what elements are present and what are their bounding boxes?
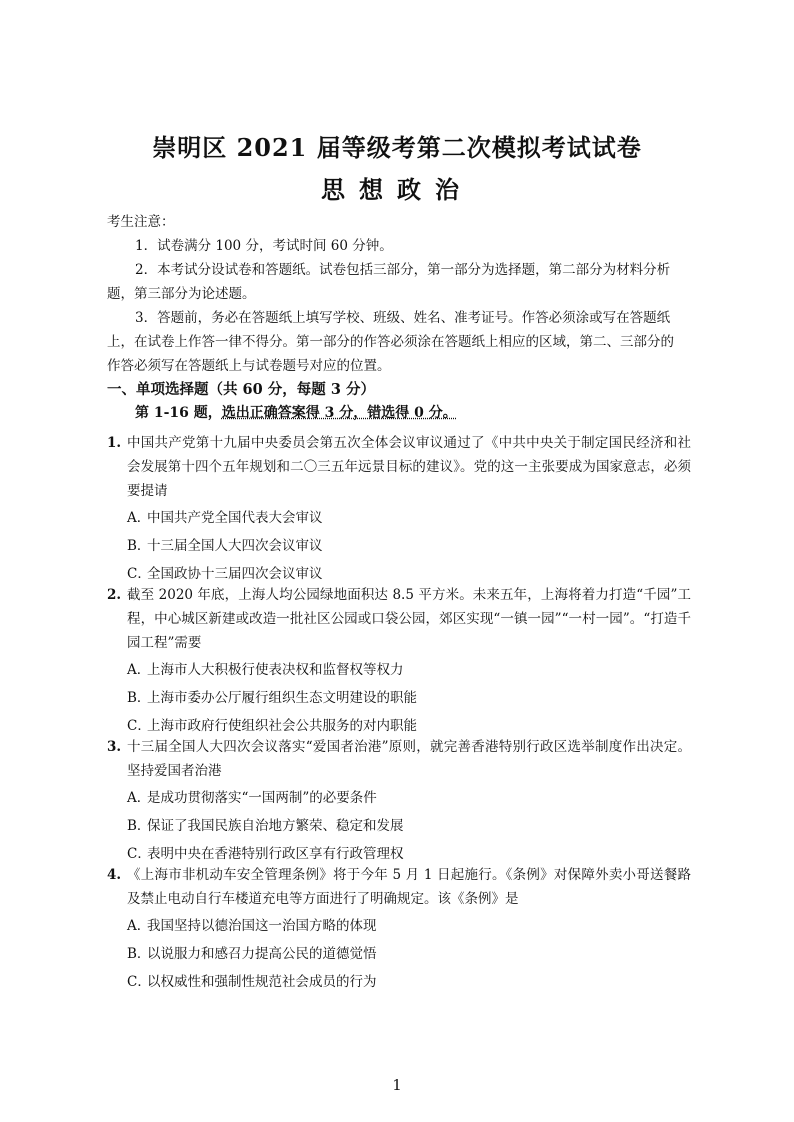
option-a: A． 是成功贯彻落实“一国两制”的必要条件 <box>127 790 377 806</box>
option-c: C． 全国政协十三届四次会议审议 <box>127 566 323 582</box>
page-number: 1 <box>392 1076 402 1094</box>
option-a: A． 我国坚持以德治国这一治国方略的体现 <box>127 918 377 934</box>
notice-item: 3．答题前，务必在答题纸上填写学校、班级、姓名、准考证号。作答必须涂或写在答题纸上，在试卷上作答一律不得分。第一部分的作答必须涂在答题纸上相应的区域，第二、三部分的作答必须写在答题纸上与试卷题号对应的位置。 <box>107 310 674 374</box>
option-a: A． 中国共产党全国代表大会审议 <box>127 510 323 526</box>
page-title: 崇明区 2021 届等级考第二次模拟考试试卷 <box>152 133 642 162</box>
notice-block <box>107 210 687 378</box>
option-c: C． 上海市政府行使组织社会公共服务的对内职能 <box>127 718 417 734</box>
question-4 <box>107 863 691 995</box>
question-1 <box>107 431 691 587</box>
question-stem: 《上海市非机动车安全管理条例》将于今年 5 月 1 日起施行。《条例》对保障外卖小哥送餐路及禁止电动自行车楼道充电等方面进行了明确规定。该《条例》是 <box>127 867 691 907</box>
question-stem: 中国共产党第十九届中央委员会第五次全体会议审议通过了《中共中央关于制定国民经济和社会发展第十四个五年规划和二〇三五年远景目标的建议》。党的这一主张要成为国家意志，必须要提请 <box>127 435 691 499</box>
question-number: 2. <box>107 587 122 603</box>
option-b: B． 保证了我国民族自治地方繁荣、稳定和发展 <box>127 818 404 834</box>
option-b: B． 以说服力和感召力提高公民的道德觉悟 <box>127 946 377 962</box>
question-number: 1. <box>107 435 122 451</box>
instruction-prefix: 第 1-16 题， <box>135 405 222 421</box>
option-a: A． 上海市人大积极行使表决权和监督权等权力 <box>127 662 404 678</box>
section-title: 一、单项选择题（共 60 分，每题 3 分） <box>107 381 375 398</box>
question-stem: 截至 2020 年底，上海人均公园绿地面积达 8.5 平方米。未来五年，上海将着力打造“千园”工程，中心城区新建或改造一批社区公园或口袋公园，郊区实现“一镇一园”“一村一园”。“打造千园工程”需要 <box>127 587 691 651</box>
section-instruction <box>135 402 457 422</box>
option-b: B． 十三届全国人大四次会议审议 <box>127 538 323 554</box>
notice-item: 1．试卷满分 100 分，考试时间 60 分钟。 <box>135 238 393 254</box>
option-c: C． 以权威性和强制性规范社会成员的行为 <box>127 974 377 990</box>
notice-item: 2．本考试分设试卷和答题纸。试卷包括三部分，第一部分为选择题，第二部分为材料分析题，第三部分为论述题。 <box>107 262 671 302</box>
page-subtitle: 思想政治 <box>321 175 473 204</box>
option-c: C． 表明中央在香港特别行政区享有行政管理权 <box>127 846 404 862</box>
notice-heading: 考生注意： <box>107 214 175 230</box>
question-2 <box>107 583 691 739</box>
question-number: 3. <box>107 739 122 755</box>
option-b: B． 上海市委办公厅履行组织生态文明建设的职能 <box>127 690 417 706</box>
question-3 <box>107 735 691 867</box>
instruction-emphasis: 选出正确答案得 3 分，错选得 0 分。 <box>221 405 457 421</box>
question-number: 4. <box>107 867 122 883</box>
question-stem: 十三届全国人大四次会议落实“爱国者治港”原则，就完善香港特别行政区选举制度作出决定。坚持爱国者治港 <box>127 739 691 779</box>
